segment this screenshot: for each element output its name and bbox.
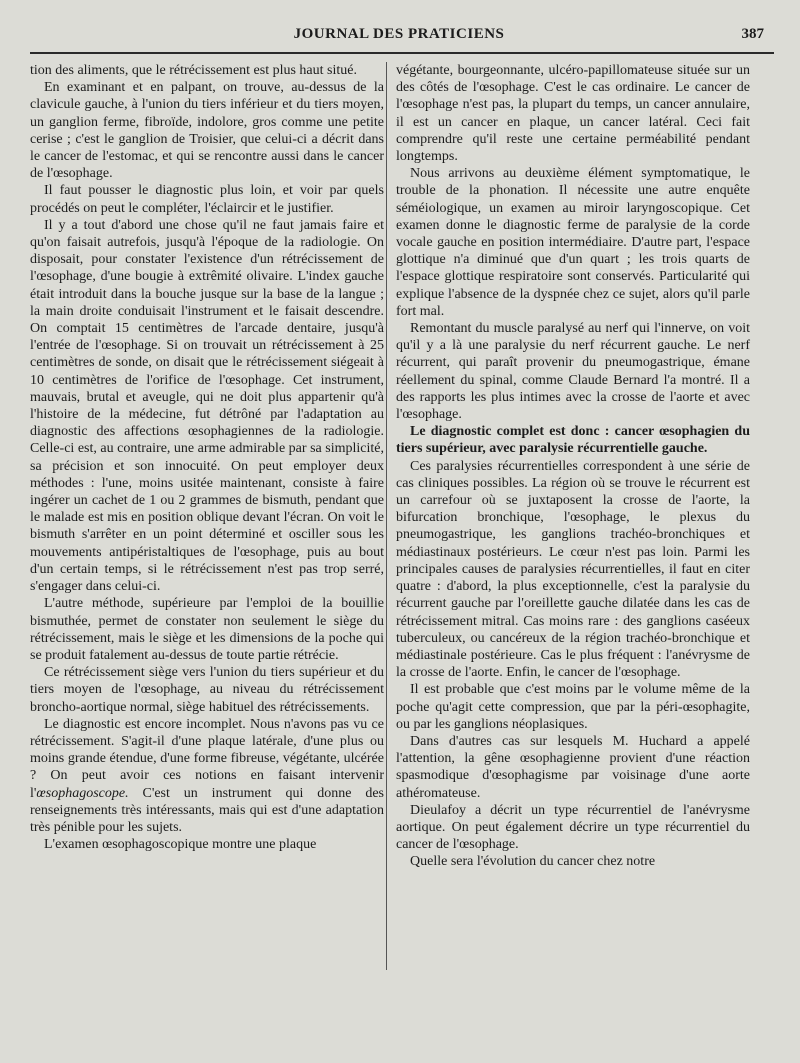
page-number: 387: [741, 26, 764, 42]
header-rule: [30, 52, 774, 54]
right-column: [396, 62, 750, 1062]
paragraph: L'examen œsophagoscopique montre une plaque: [44, 837, 317, 853]
paragraph: Quelle sera l'évolution du cancer chez notre: [410, 854, 656, 870]
paragraph: Il y a tout d'abord une chose qu'il ne faut jamais faire et qu'on faisait autrefois, jusqu'à l'époque de la radiologie. On disposait, pour constater l'existence d'un rétrécissement de l'œsophage, d'une bougie à extrêmité olivaire. L'index gauche était introduit dans la bouche jusque sur la base de la langue ; la main droite conduisait l'instrument et le faisait descendre. On comptait 15 centimètres de l'arcade dentaire, jusqu'à l'entrée de l'œsophage. Si on trouvait un rétrécissement à 25 centimètres de sonde, on disait que le rétrécissement siégeait à 10 centimètres de l'orifice de l'œsophage. Cet instrument, mauvais, brutal et aveugle, qui ne doit plus appartenir qu'à l'histoire de la médecine, fut détrôné par l'adaptation au diagnostic des affections œsophagiennes de la radiologie. Celle-ci est, au contraire, une arme admirable par sa simplicité, sa précision et son innocuité. On peut employer deux méthodes : l'une, moins usitée maintenant, consiste à faire ingérer un cachet de 1 ou 2 grammes de bismuth, pendant que le malade est mis en position oblique devant l'écran. On voit le bismuth s'arrêter en un point déterminé et osciller sous les mouvements antipéristaltiques de l'œsophage, puis au bout d'un certain temps, si le rétrécissement n'est pas trop serré, s'engager dans celui-ci.: [30, 217, 384, 595]
emphasis-term: œsophagoscope.: [36, 785, 129, 801]
paragraph-text: C'est un instrument qui donne des renseignements très intéressants, mais qui est d'une adaptation très pénible pour les sujets.: [30, 785, 384, 835]
paragraph: Il faut pousser le diagnostic plus loin, et voir par quels procédés on peut le compléter, l'éclaircir et le justifier.: [30, 183, 384, 216]
paragraph: Remontant du muscle paralysé au nerf qui l'innerve, on voit qu'il y a là une paralysie du nerf récurrent gauche. Le nerf récurrent, qui paraît provenir du pneumogastrique, émane réellement du spinal, comme Claude Bernard l'a montré. Il a des rapports les plus intimes avec la crosse de l'aorte et avec l'œsophage.: [396, 321, 750, 423]
paragraph-text: Le diagnostic est encore incomplet. Nous n'avons pas vu ce rétrécissement. S'agit-il d'une plaque latérale, d'une plus ou moins grande étendue, d'une forme fibreuse, végétante, ulcérée ? On peut avoir ces notions en faisant intervenir l': [30, 716, 384, 801]
paragraph: Ce rétrécissement siège vers l'union du tiers supérieur et du tiers moyen de l'œsophage, au niveau du rétrécissement broncho-aortique normal, siège habituel des rétrécissements.: [30, 665, 384, 715]
paragraph: végétante, bourgeonnante, ulcéro-papillomateuse située sur un des côtés de l'œsophage. C'est le cas ordinaire. Le cancer de l'œsophage n'est pas, la plupart du temps, un cancer annulaire, il est un cancer en plaque, un cancer latéral. Ceci fait comprendre qu'il reste une certaine perméabilité pendant longtemps.: [396, 63, 750, 165]
paragraph: Nous arrivons au deuxième élément symptomatique, le trouble de la phonation. Il nécessite une autre enquête séméiologique, un examen au miroir laryngoscopique. Cet examen donne le diagnostic ferme de paralysie de la corde vocale gauche en position intermédiaire. D'autre part, l'espace glottique n'a diminué que d'un quart ; les trois quarts de l'espace glottique respiratoire sont conservés. Particularité qui explique l'absence de la dyspnée chez ce sujet, alors qu'il parle fort mal.: [396, 166, 750, 319]
paragraph: En examinant et en palpant, on trouve, au-dessus de la clavicule gauche, à l'union du tiers inférieur et du tiers moyen, un ganglion ferme, fibroïde, indolore, gros comme une petite cerise ; c'est le ganglion de Troisier, que celui-ci a décrit dans le cancer de l'estomac, et qui se rencontre aussi dans le cancer de l'œsophage.: [30, 80, 384, 182]
paragraph: Dans d'autres cas sur lesquels M. Huchard a appelé l'attention, la gêne œsophagienne provient d'une réaction spasmodique d'œsophagisme par voisinage d'une aorte athéromateuse.: [396, 733, 750, 801]
page-header: [28, 22, 770, 48]
paragraph: Ces paralysies récurrentielles correspondent à une série de cas cliniques possibles. La région où se trouve le récurrent est un carrefour où se juxtaposent la crosse de l'aorte, la bifurcation bronchique, l'œsophage, le plexus du pneumogastrique, les ganglions trachéo-bronchiques et médiastinaux postérieurs. Le cœur n'est pas loin. Parmi les principales causes de paralysies récurrentielles, il faut en citer quatre : d'abord, la plus exceptionnelle, c'est la paralysie du récurrent gauche par l'oreillette gauche dilatée dans les cas de rétrécissement mitral. Cas moins rare : des ganglions caséeux tuberculeux, ou cancéreux de la région trachéo-bronchique et médiastinale postérieure. Cas le plus fréquent : l'anévrysme de la crosse de l'aorte. Enfin, le cancer de l'œsophage.: [396, 458, 750, 681]
paragraph: Dieulafoy a décrit un type récurrentiel de l'anévrysme aortique. On peut également décrire un type récurrentiel du cancer de l'œsophage.: [396, 802, 750, 853]
left-column: [30, 62, 384, 1062]
paragraph: L'autre méthode, supérieure par l'emploi de la bouillie bismuthée, permet de constater non seulement le siège du rétrécissement, mais le siège et les dimensions de la poche qui se produit fatalement au-dessus de toute partie rétrécie.: [30, 596, 384, 663]
paragraph-oesophagoscope: [30, 716, 384, 836]
column-divider: [386, 62, 387, 970]
journal-title: JOURNAL DES PRATICIENS: [293, 26, 505, 42]
diagnosis-paragraph: Le diagnostic complet est donc : cancer œsophagien du tiers supérieur, avec paralysie récurrentielle gauche.: [396, 424, 750, 457]
paragraph: Il est probable que c'est moins par le volume même de la poche qu'agit cette compression, que par la péri-œsophagite, ou par les ganglions néoplasiques.: [396, 682, 750, 732]
paragraph: tion des aliments, que le rétrécissement est plus haut situé.: [30, 63, 357, 78]
